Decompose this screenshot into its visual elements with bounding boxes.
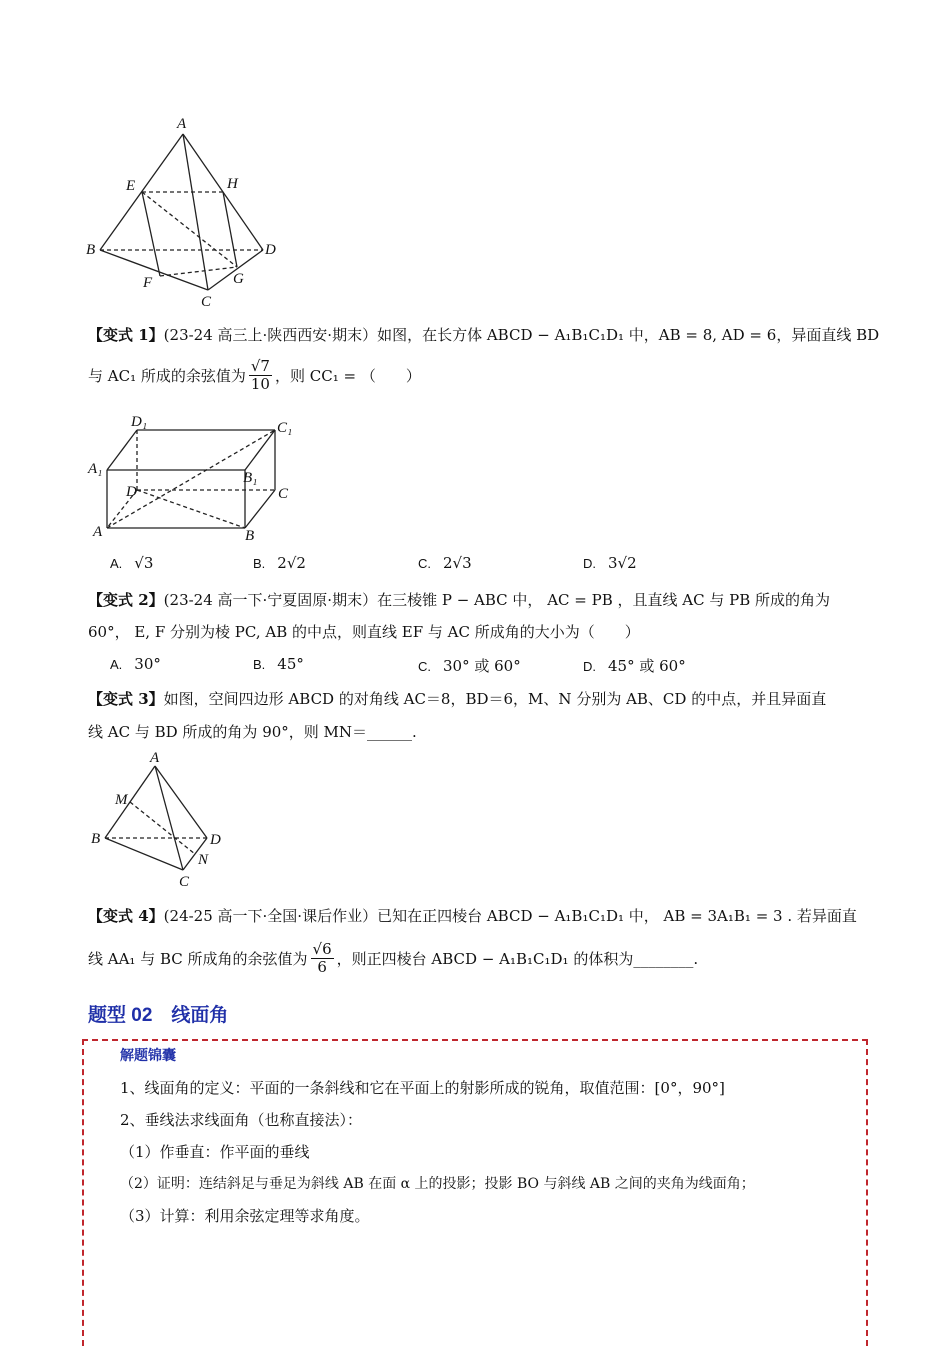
fig1-label-h: H	[227, 176, 238, 192]
variant1-line1	[88, 324, 879, 346]
variant4-tag: 【变式 4】	[88, 907, 164, 925]
figure-cuboid	[85, 414, 315, 548]
section-title: 题型 02 线面角	[88, 1005, 229, 1026]
variant1-option-b[interactable]: B. 2√2	[253, 554, 306, 572]
variant2-option-a[interactable]: A. 30°	[110, 655, 161, 673]
tips-line-1: 1、线面角的定义：平面的一条斜线和它在平面上的射影所成的锐角，取值范围：[0°，90°]	[120, 1079, 725, 1097]
variant2-line1	[88, 589, 830, 611]
fig2-label-c: C	[278, 486, 289, 502]
fig1-label-g: G	[233, 271, 244, 287]
fig1-label-d: D	[265, 242, 276, 258]
variant1-tag: 【变式 1】	[88, 326, 164, 344]
variant1-text2-post: ，则 CC₁ = （ ）	[274, 366, 421, 385]
variant4-frac-num: √6	[312, 940, 332, 958]
variant2-option-d[interactable]: D. 45° 或 60°	[583, 657, 686, 675]
fig2-label-a: A	[93, 524, 103, 540]
tips-line-4: （2）证明：连结斜足与垂足为斜线 AB 在面 α 上的投影；投影 BO 与斜线 AB 之间的夹角为线面角；	[120, 1176, 755, 1192]
fig2-label-c1: C₁	[277, 420, 293, 436]
variant4-fraction	[311, 941, 334, 976]
fig1-label-a: A	[177, 116, 187, 132]
variant3-line1	[88, 688, 826, 710]
fig3-label-d: D	[210, 832, 221, 848]
variant1-text2-pre: 与 AC₁ 所成的余弦值为	[88, 366, 246, 385]
fig2-label-a1: A₁	[88, 461, 103, 477]
variant3-text1: 如图，空间四边形 ABCD 的对角线 AC＝8，BD＝6，M、N 分别为 AB、CD 的中点，并且异面直	[163, 690, 827, 708]
variant4-text2-post: ，则正四棱台 ABCD − A₁B₁C₁D₁ 的体积为________.	[336, 949, 699, 968]
variant4-frac-den: 6	[317, 958, 327, 976]
tips-heading: 解题锦囊	[120, 1047, 176, 1063]
variant1-option-d[interactable]: D. 3√2	[583, 554, 637, 572]
fig1-label-f: F	[143, 275, 153, 291]
fig2-label-b1: B₁	[243, 470, 258, 486]
variant1-text1: 如图，在长方体 ABCD − A₁B₁C₁D₁ 中，AB = 8, AD = 6，异面直线 BD	[377, 326, 880, 344]
fig1-label-e: E	[126, 178, 136, 194]
variant1-option-a[interactable]: A. √3	[110, 554, 154, 572]
fig3-label-n: N	[198, 852, 209, 868]
variant1-line2	[88, 358, 421, 393]
variant2-tag: 【变式 2】	[88, 591, 164, 609]
variant2-option-c[interactable]: C. 30° 或 60°	[418, 657, 521, 675]
variant4-line2	[88, 941, 698, 976]
variant2-source: (23-24 高一下·宁夏固原·期末）	[163, 591, 378, 609]
fig1-label-b: B	[86, 242, 96, 258]
variant2-line2: 60°， E, F 分别为棱 PC, AB 的中点，则直线 EF 与 AC 所成角的大小为（ ）	[88, 623, 640, 641]
variant1-option-c[interactable]: C. 2√3	[418, 554, 472, 572]
variant3-tag: 【变式 3】	[88, 690, 164, 708]
fig2-label-b: B	[245, 528, 255, 544]
variant4-line1	[88, 905, 857, 927]
variant1-source: (23-24 高三上·陕西西安·期末）	[163, 326, 378, 344]
fig3-label-b: B	[91, 831, 101, 847]
variant4-source: (24-25 高一下·全国·课后作业）	[163, 907, 378, 925]
variant1-fraction	[249, 358, 272, 393]
figure-tetrahedron-2	[85, 752, 245, 892]
fig2-label-d1: D₁	[131, 414, 148, 430]
fig1-label-c: C	[201, 294, 212, 310]
tips-line-2: 2、垂线法求线面角（也称直接法）：	[120, 1111, 363, 1129]
variant2-text1: 在三棱锥 P − ABC 中， AC = PB ，且直线 AC 与 PB 所成的角为	[377, 591, 830, 609]
fig3-label-c: C	[179, 874, 190, 890]
fig3-label-a: A	[150, 750, 160, 766]
variant1-frac-num: √7	[250, 357, 270, 375]
variant1-frac-den: 10	[250, 375, 270, 393]
variant2-option-b[interactable]: B. 45°	[253, 655, 304, 673]
fig2-label-d: D	[126, 484, 137, 500]
tips-line-3: （1）作垂直：作平面的垂线	[120, 1143, 310, 1161]
variant4-text1: 已知在正四棱台 ABCD − A₁B₁C₁D₁ 中， AB = 3A₁B₁ = 3 . 若异面直	[377, 907, 857, 925]
fig3-label-m: M	[115, 792, 128, 808]
variant4-text2-pre: 线 AA₁ 与 BC 所成角的余弦值为	[88, 949, 308, 968]
variant3-line2: 线 AC 与 BD 所成的角为 90°，则 MN＝______.	[88, 723, 417, 741]
figure-tetrahedron-1	[80, 110, 300, 320]
tips-line-5: （3）计算：利用余弦定理等求角度。	[120, 1207, 370, 1225]
